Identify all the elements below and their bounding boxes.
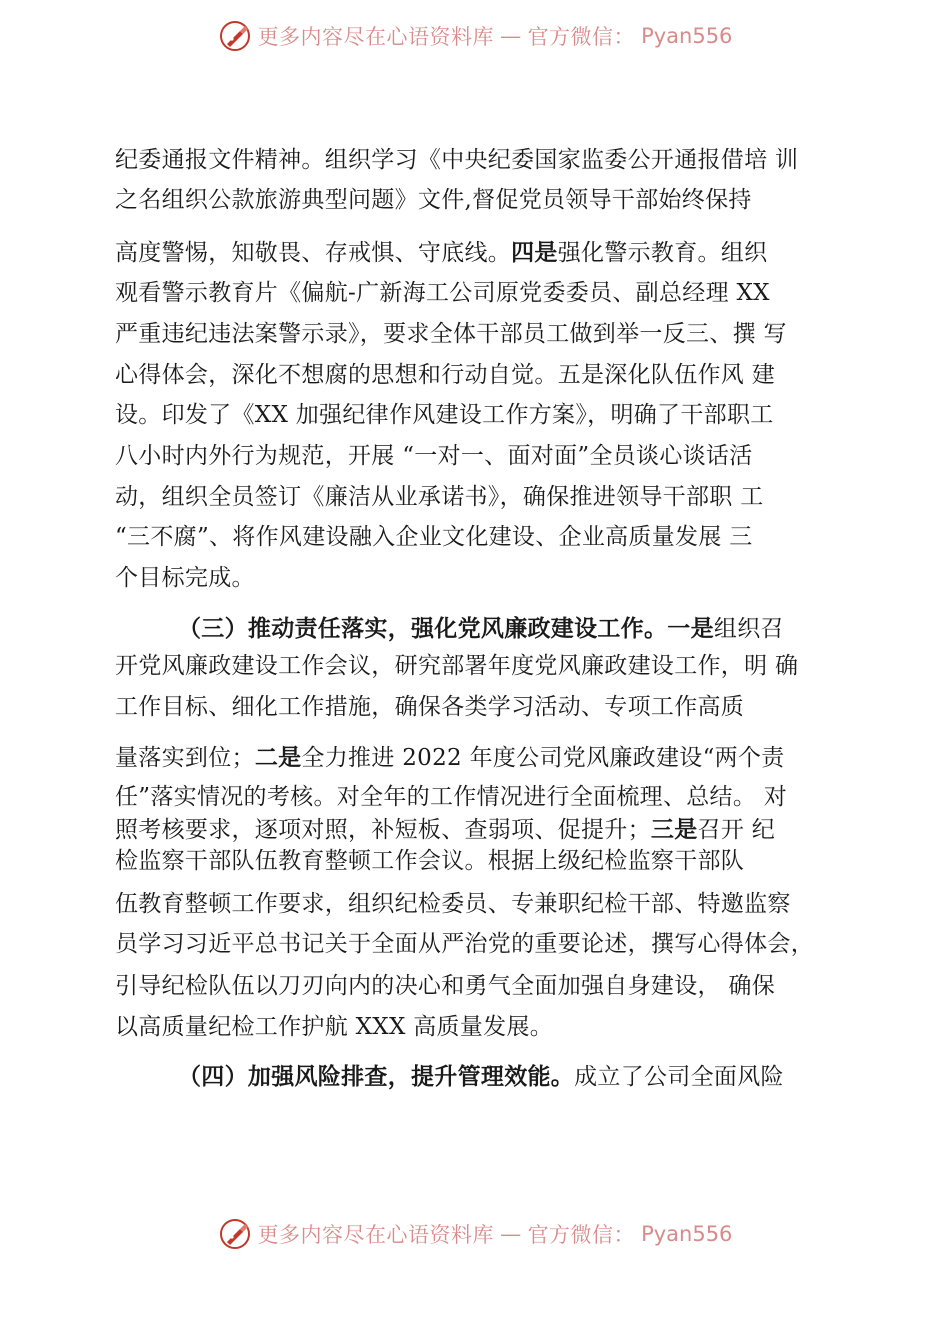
- watermark-header: [0, 14, 950, 58]
- text-line: 员学习习近平总书记关于全面从严治党的重要论述，撰写心得体会，: [115, 931, 814, 957]
- text-line: 引导纪检队伍以刀刃向内的决心和勇气全面加强自身建设， 确保: [115, 973, 776, 999]
- text-run: 照考核要求，逐项对照，补短板、查弱项、促提升；: [115, 817, 651, 843]
- text-run: 量落实到位；: [115, 745, 255, 771]
- text-line: 动，组织全员签订《廉洁从业承诺书》，确保推进领导干部职 工: [115, 484, 764, 510]
- text-line: 任”落实情况的考核。对全年的工作情况进行全面梳理、总结。 对: [115, 784, 788, 810]
- emphasis-text: 三是: [650, 817, 698, 843]
- text-line: 观看警示教育片《偏航-广新海工公司原党委委员、副总经理 XX: [115, 280, 770, 306]
- emphasis-text: 二是: [254, 745, 302, 771]
- text-run: 高度警惕，知敬畏、存戒惧、守底线。: [115, 240, 512, 266]
- text-line: 个目标完成。: [115, 565, 255, 591]
- text-line: 设。印发了《XX 加强纪律作风建设工作方案》，明确了干部职工: [115, 402, 774, 428]
- text-line: 八小时内外行为规范，开展 “一对一、面对面”全员谈心谈话活: [115, 443, 753, 469]
- watermark-wechat-id: Pyan556: [641, 24, 733, 48]
- text-run: 召开 纪: [697, 817, 776, 843]
- watermark-wechat-id: Pyan556: [641, 1222, 733, 1246]
- watermark-separator: —: [500, 24, 522, 48]
- section-heading-line: [178, 1062, 784, 1092]
- text-line: 以高质量纪检工作护航 XXX 高质量发展。: [115, 1014, 554, 1040]
- section-heading-line: [178, 614, 784, 644]
- pen-nib-logo-icon: [218, 19, 252, 53]
- emphasis-text: 四是: [511, 240, 558, 266]
- text-line: 之名组织公款旅游典型问题》文件,督促党员领导干部始终保持: [115, 187, 752, 213]
- watermark-wechat-label: 官方微信：: [527, 1223, 636, 1247]
- section-heading: （四）加强风险排查，提升管理效能。: [178, 1064, 575, 1090]
- watermark-text: 更多内容尽在心语资料库: [257, 25, 495, 49]
- section-heading: （三）推动责任落实，强化党风廉政建设工作。一是: [178, 616, 714, 642]
- text-line: [115, 815, 775, 845]
- text-line: 伍教育整顿工作要求，组织纪检委员、专兼职纪检干部、特邀监察: [115, 891, 791, 917]
- pen-nib-logo-icon: [218, 1217, 252, 1251]
- watermark-wechat-label: 官方微信：: [527, 25, 636, 49]
- text-line: 严重违纪违法案警示录》，要求全体干部员工做到举一反三、撰 写: [115, 321, 787, 347]
- text-line: 心得体会，深化不想腐的思想和行动自觉。五是深化队伍作风 建: [115, 362, 776, 388]
- text-run: 成立了公司全面风险: [574, 1064, 784, 1090]
- watermark-separator: —: [500, 1222, 522, 1246]
- text-line: 检监察干部队伍教育整顿工作会议。根据上级纪检监察干部队: [115, 848, 745, 874]
- text-run: 强化警示教育。组织: [557, 240, 768, 266]
- watermark-text: 更多内容尽在心语资料库: [257, 1223, 495, 1247]
- text-run: 全力推进 2022 年度公司党风廉政建设“两个责: [301, 745, 785, 771]
- text-line: 工作目标、细化工作措施，确保各类学习活动、专项工作高质: [115, 694, 745, 720]
- watermark-footer: [0, 1212, 950, 1256]
- text-line: “三不腐”、将作风建设融入企业文化建设、企业高质量发展 三: [115, 524, 753, 550]
- text-run: 组织召: [713, 616, 784, 642]
- text-line: 开党风廉政建设工作会议，研究部署年度党风廉政建设工作，明 确: [115, 653, 799, 679]
- text-line: [115, 743, 785, 773]
- text-line: [115, 238, 767, 268]
- text-line: 纪委通报文件精神。组织学习《中央纪委国家监委公开通报借培 训: [115, 147, 799, 173]
